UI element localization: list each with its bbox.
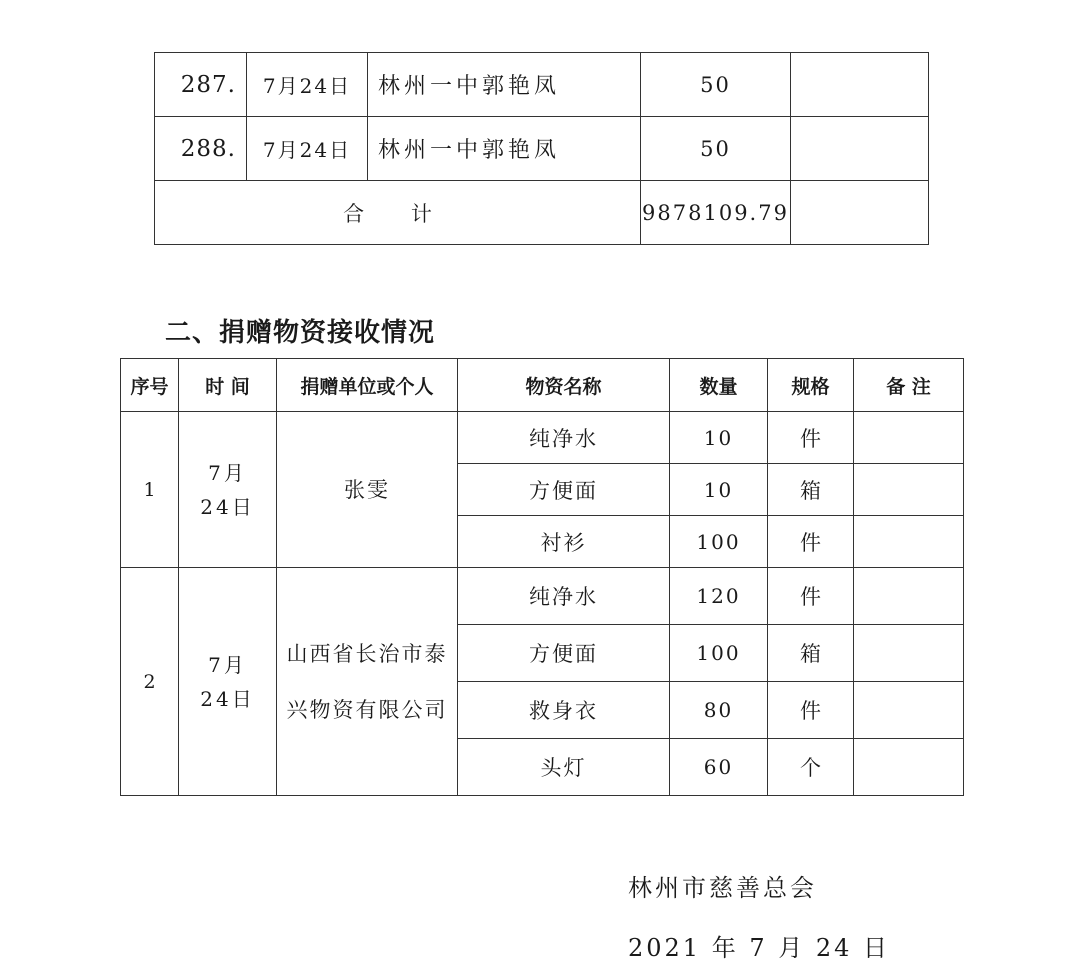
- goods-donation-table: [120, 358, 964, 796]
- header-qty: 数量: [670, 359, 768, 412]
- table-row: [155, 53, 929, 117]
- header-row: [121, 359, 964, 412]
- item-remark: [854, 516, 964, 568]
- item-name: 方便面: [458, 625, 670, 682]
- signature-block: [628, 858, 890, 978]
- row-date: 7月24日: [247, 53, 368, 117]
- row-remark: [791, 53, 929, 117]
- item-spec: 件: [768, 682, 854, 739]
- item-name: 头灯: [458, 739, 670, 796]
- header-spec: 规格: [768, 359, 854, 412]
- group-seq: 1: [121, 412, 179, 568]
- item-remark: [854, 739, 964, 796]
- item-qty: 60: [670, 739, 768, 796]
- money-donation-table: [154, 52, 929, 245]
- item-spec: 个: [768, 739, 854, 796]
- signature-date: 2021 年 7 月 24 日: [628, 934, 891, 962]
- item-remark: [854, 682, 964, 739]
- signature-org: 林州市慈善总会: [628, 874, 817, 902]
- item-name: 救身衣: [458, 682, 670, 739]
- row-amount: 50: [641, 53, 791, 117]
- group-donor: 张雯: [277, 412, 458, 568]
- row-seq: 288.: [155, 117, 247, 181]
- item-spec: 件: [768, 516, 854, 568]
- header-item: 物资名称: [458, 359, 670, 412]
- row-remark: [791, 117, 929, 181]
- item-qty: 100: [670, 516, 768, 568]
- section-title: 二、捐赠物资接收情况: [165, 318, 436, 348]
- row-donor: 林州一中郭艳凤: [368, 117, 641, 181]
- item-qty: 10: [670, 412, 768, 464]
- table-row: [155, 117, 929, 181]
- group-date: 7月 24日: [179, 568, 277, 796]
- item-remark: [854, 625, 964, 682]
- row-date: 7月24日: [247, 117, 368, 181]
- header-seq: 序号: [121, 359, 179, 412]
- item-remark: [854, 464, 964, 516]
- item-name: 衬衫: [458, 516, 670, 568]
- total-label: 合 计: [155, 181, 641, 245]
- item-spec: 箱: [768, 464, 854, 516]
- table-row: [121, 568, 964, 625]
- total-remark: [791, 181, 929, 245]
- group-donor: 山西省长治市泰兴物资有限公司: [277, 568, 458, 796]
- item-name: 纯净水: [458, 412, 670, 464]
- item-remark: [854, 568, 964, 625]
- item-spec: 箱: [768, 625, 854, 682]
- row-seq: 287.: [155, 53, 247, 117]
- table-row: [121, 412, 964, 464]
- item-qty: 100: [670, 625, 768, 682]
- item-spec: 件: [768, 412, 854, 464]
- group-date: 7月 24日: [179, 412, 277, 568]
- group-seq: 2: [121, 568, 179, 796]
- row-amount: 50: [641, 117, 791, 181]
- item-qty: 10: [670, 464, 768, 516]
- header-donor: 捐赠单位或个人: [277, 359, 458, 412]
- row-donor: 林州一中郭艳凤: [368, 53, 641, 117]
- item-name: 纯净水: [458, 568, 670, 625]
- header-time: 时 间: [179, 359, 277, 412]
- item-spec: 件: [768, 568, 854, 625]
- item-remark: [854, 412, 964, 464]
- total-row: [155, 181, 929, 245]
- item-qty: 120: [670, 568, 768, 625]
- item-name: 方便面: [458, 464, 670, 516]
- header-remark: 备 注: [854, 359, 964, 412]
- total-amount: 9878109.79: [641, 181, 791, 245]
- item-qty: 80: [670, 682, 768, 739]
